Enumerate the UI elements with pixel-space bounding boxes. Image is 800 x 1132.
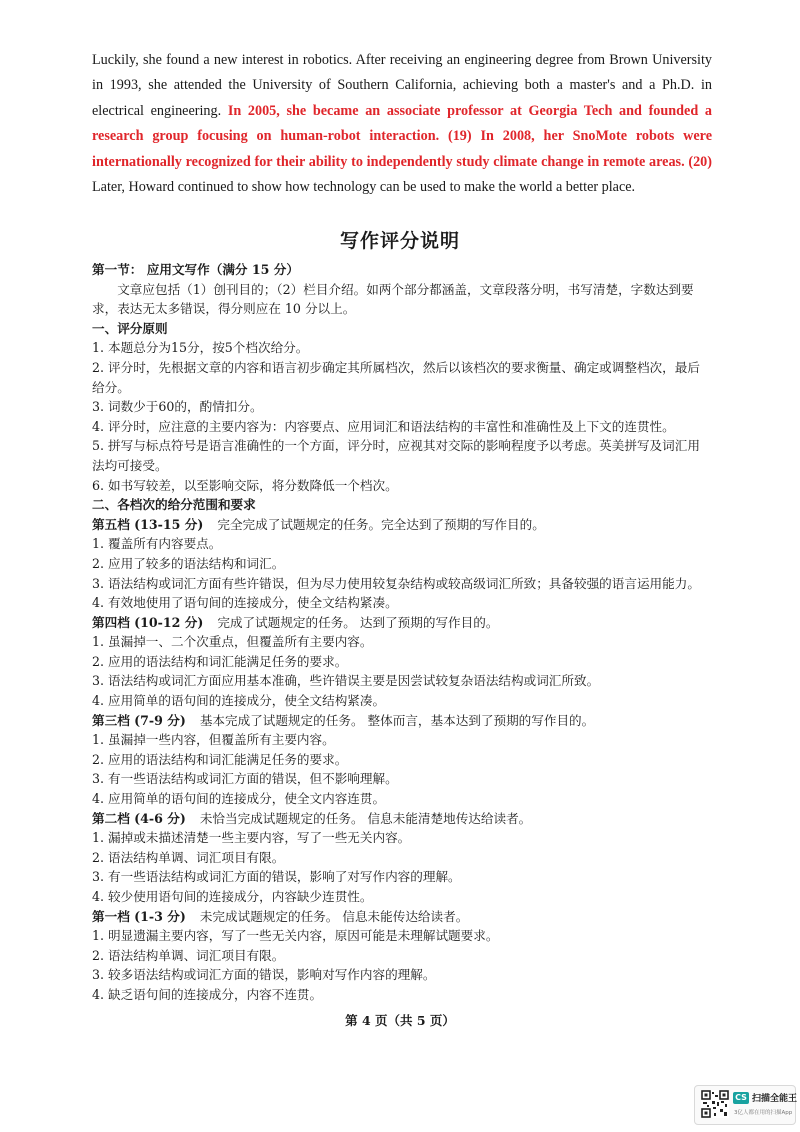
principle-item: 4. 评分时，应注意的主要内容为：内容要点、应用词汇和语法结构的丰富性和准确性及上下文的连贯性。 xyxy=(92,418,675,434)
scanner-app-name: 扫描全能王 xyxy=(752,1094,798,1104)
principle-item: 5. 拼写与标点符号是语言准确性的一个方面，评分时，应视其对交际的影响程度予以考虑。英美拼写及词汇用法均可接受。 xyxy=(92,438,700,473)
level-heading xyxy=(92,809,712,829)
level-item: 1. 虽漏掉一、二个次重点，但覆盖所有主要内容。 xyxy=(92,634,373,650)
level-item: 1. 明显遗漏主要内容，写了一些无关内容，原因可能是未理解试题要求。 xyxy=(92,928,499,944)
level-name: 第四档 (10-12 分) xyxy=(92,614,204,630)
level-description: 基本完成了试题规定的任务。 整体而言，基本达到了预期的写作目的。 xyxy=(199,712,595,728)
level-item: 1. 虽漏掉一些内容，但覆盖所有主要内容。 xyxy=(92,732,335,748)
qr-code-icon xyxy=(701,1090,729,1118)
level-item: 2. 语法结构单调、词汇项目有限。 xyxy=(92,947,285,963)
level-item: 3. 有一些语法结构或词汇方面的错误，影响了对写作内容的理解。 xyxy=(92,869,461,885)
level-item: 3. 语法结构或词汇方面应用基本准确，些许错误主要是因尝试较复杂语法结构或词汇所致。 xyxy=(92,673,600,689)
level-item: 4. 有效地使用了语句间的连接成分，使全文结构紧凑。 xyxy=(92,595,398,611)
scanner-watermark xyxy=(694,1085,796,1125)
level-item: 2. 应用的语法结构和词汇能满足任务的要求。 xyxy=(92,653,348,669)
level-description: 未恰当完成试题规定的任务。 信息未能清楚地传达给读者。 xyxy=(199,810,532,826)
level-item: 1. 漏掉或未描述清楚一些主要内容，写了一些无关内容。 xyxy=(92,830,411,846)
scoring-guide xyxy=(92,260,712,1005)
level-name: 第五档 (13-15 分) xyxy=(92,516,204,532)
section-heading: 第一节： 应用文写作（满分 15 分） xyxy=(92,262,299,277)
level-description: 未完成试题规定的任务。 信息未能传达给读者。 xyxy=(199,908,469,924)
level-item: 4. 缺乏语句间的连接成分，内容不连贯。 xyxy=(92,986,323,1002)
level-item: 3. 语法结构或词汇方面有些许错误，但为尽力使用较复杂结构或较高级词汇所致；具备较强的语言运用能力。 xyxy=(92,575,700,591)
level-item: 4. 应用简单的语句间的连接成分，使全文内容连贯。 xyxy=(92,791,386,807)
level-item: 1. 覆盖所有内容要点。 xyxy=(92,536,222,552)
level-name: 第二档 (4-6 分) xyxy=(92,810,186,826)
level-item: 3. 有一些语法结构或词汇方面的错误，但不影响理解。 xyxy=(92,771,398,787)
principle-item: 1. 本题总分为15分，按5个档次给分。 xyxy=(92,340,309,356)
principles-heading: 一、评分原则 xyxy=(92,320,168,336)
passage-text-end: Later, Howard continued to show how technology can be used to make the world a better place. xyxy=(92,179,636,196)
english-passage xyxy=(92,48,712,200)
level-item: 4. 应用简单的语句间的连接成分，使全文结构紧凑。 xyxy=(92,693,386,709)
level-heading xyxy=(92,711,712,731)
passage-text: Luckily, she found a new interest in robotics. After receiving an engineering degree from Brown University in 1993, she attended the University of Southern California, achieving both a master's and a Ph.D. in electrical engineering. xyxy=(92,52,712,119)
highlighted-answer-text: In 2005, she became an associate professor at Georgia Tech and founded a research group focusing on human-robot interaction. (19) In 2008, her SnoMote robots were internationally recognized for their ability to independently study climate change in remote areas. (20) xyxy=(92,102,713,170)
principle-item: 6. 如书写较差，以至影响交际，将分数降低一个档次。 xyxy=(92,477,398,493)
level-name: 第一档 (1-3 分) xyxy=(92,908,186,924)
page-title: 写作评分说明 xyxy=(339,230,460,252)
scanner-logo: CS xyxy=(733,1092,749,1104)
level-item: 4. 较少使用语句间的连接成分，内容缺少连贯性。 xyxy=(92,889,373,904)
level-item: 2. 应用的语法结构和词汇能满足任务的要求。 xyxy=(92,751,348,767)
level-item: 2. 应用了较多的语法结构和词汇。 xyxy=(92,555,285,571)
page-number: 第 4 页（共 5 页） xyxy=(345,1013,455,1028)
level-heading xyxy=(92,907,712,927)
level-heading xyxy=(92,613,712,633)
levels-heading: 二、各档次的给分范围和要求 xyxy=(92,497,256,513)
level-heading xyxy=(92,515,712,535)
level-description: 完成了试题规定的任务。 达到了预期的写作目的。 xyxy=(217,614,499,630)
scanner-tagline: 3亿人都在用的扫描App xyxy=(734,1110,793,1116)
level-item: 3. 较多语法结构或词汇方面的错误，影响对写作内容的理解。 xyxy=(92,967,436,983)
principle-item: 2. 评分时，先根据文章的内容和语言初步确定其所属档次，然后以该档次的要求衡量、确定或调整档次，最后给分。 xyxy=(92,359,700,395)
section-intro: 文章应包括（1）创刊目的；（2）栏目介绍。如两个部分都涵盖，文章段落分明，书写清楚，字数达到要求，表达无太多错误，得分则应在 10 分以上。 xyxy=(92,281,694,317)
principle-item: 3. 词数少于60的，酌情扣分。 xyxy=(92,399,263,415)
level-description: 完全完成了试题规定的任务。完全达到了预期的写作目的。 xyxy=(217,516,545,532)
level-name: 第三档 (7-9 分) xyxy=(92,712,186,728)
level-item: 2. 语法结构单调、词汇项目有限。 xyxy=(92,849,285,865)
